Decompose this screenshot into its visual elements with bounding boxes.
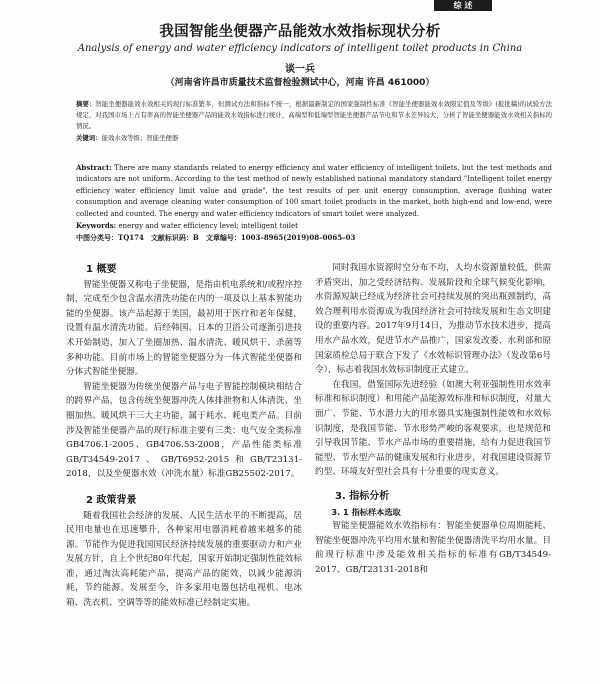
section2-heading: 2 政策背景 <box>86 494 137 506</box>
section3-paragraph-1: 智能坐便器能效水效指标有：智能坐便器单位周期能耗、智能坐便器冲洗平均用水量和智能坐便器清洗平均用水量。目前现行标准中涉及能效相关指标的标准有GB/T34549-2017、GB/T23131-2018和 <box>315 521 551 575</box>
english-title: Analysis of energy and water efficiency indicators of intelligent toilet products in China <box>77 43 523 54</box>
section1-paragraph-1: 智能坐便器又称电子坐便器，是指由机电系统和/或程序控制，完成至少包含温水清洗功能在内的一项及以上基本智能功能的坐便器。该产品起源于美国，最初用于医疗和老年保健，设置有温水清洗功能。后经韩国、日本的卫浴公司逐渐引进技术开始制造，加入了坐圈加热、温水清洗、暖风烘干、杀菌等多种功能。目前市场上的智能坐便器分为一体式智能坐便器和分体式智能坐便器。 <box>66 279 302 378</box>
keywords-cn-label: 关键词： <box>76 134 102 143</box>
keywords-en-text: energy and water efficiency level; intelligent toilet <box>118 222 298 231</box>
section2-paragraph-2: 同时我国水资源时空分布不均，人均水资源量较低，供需矛盾突出，加之受经济结构、发展阶段和全球气候变化影响，水资源短缺已经成为经济社会可持续发展的突出瓶颈制约，高效合理利用水资源成为我国经济社会可持续发展和生态文明建设的重要内容。2017年9月14日，为推动节水技术进步，提高用水产品水效，促进节水产品推广，国家发改委、水利部和原国家质检总局于联合下发了《水效标识管理办法》（发改第6号令），标志着我国水效标识制度正式建立。 <box>315 263 551 376</box>
abstract-en-text: There are many standards related to energy efficiency and water efficiency of intelligent toilets, but the test methods and indicators are not uniform. According to the test method of newly established national mandatory standard "Intelligent toilet energy efficiency water efficiency limit value and grade", the test results of per unit energy consumption, average flushing water consumption and average cleaning water consumption of 100 smart toilet products in the market, both high-end and low-end, were collected and counted. The energy and water efficiency indicators of smart toilet were analyzed. <box>76 164 552 218</box>
keywords-en-label: Keywords: <box>76 221 117 231</box>
author: 谈一兵 <box>285 64 315 75</box>
section1-heading: 1 概要 <box>86 264 117 275</box>
section2-paragraph-3: 在我国，借鉴国际先进经验（如澳大利亚强制性用水效率标准和标识制度）和用能产品能源效标准和标识制度，对量大面广、节能、节水潜力大的用水器具实施强制性能效和水效标识制度，是我国节能、节水形势严峻的客观要求，也是规范和引导我国节能、节水产品市场的重要措施，给有力促进我国节能型、节水型产品的健康发展和行业进步，对我国建设资源节约型、环境友好型社会具有十分重要的现实意义。 <box>315 379 551 478</box>
abstract-cn-text: 智能坐便器能效水效相关的现行标准繁多，但测试方法和指标不统一，根据最新制定的国家强制性标准《智能坐便器能效水效限定值及等级》(报批稿)的试验方法规定，对我国市场上占有率高的智能坐便器产品的能效水效指标进行统计，高端型和低端型智能坐便器产品节电和节水差异较大，分析了智能坐便器能效水效相关指标的情况。 <box>76 100 553 130</box>
left-column <box>66 263 302 611</box>
section1-paragraph-2: 智能坐便器为传统坐便器产品与电子智能控制模块相结合的跨界产品，包含传统坐便器冲洗人体排泄物和人体清洗、坐圈加热、暖风烘干三大主功能，属于耗水、耗电类产品。目前涉及智能坐便器产品的现行标准主要有三类：电气安全类标准GB4706.1-2005、GB4706.53-2008，产品性能类标准GB/T34549-2017、GB/T6952-2015和GB/T23131-2018，以及坐便器水效（冲洗水量）标准GB25502-2017。 <box>66 381 302 480</box>
section2-paragraph-1: 随着我国社会经济的发展、人民生活水平的不断提高，居民用电量也在迅速攀升，各种家用电器消耗着越来越多的能源。节能作为促进我国国民经济持续发展的重要驱动力和产业发展方针，自上个世纪80年代起，国家开始制定强制性能效标准，通过淘汰高耗能产品，提高产品的能效，以减少能源消耗，节约能源。发展至今，许多家用电器包括电视机、电冰箱、洗衣机、空调等等的能效标准已经制定实施。 <box>66 510 302 609</box>
subsection-3-1-heading: 3. 1 指标样本选取 <box>331 506 401 517</box>
right-column <box>315 261 551 577</box>
chinese-abstract <box>76 99 552 144</box>
classification-line: 中图分类号：TQ174 文献标识码：B 文章编号：1003–8965(2019)08–0065–03 <box>76 233 356 243</box>
keywords-cn-text: 能效水效等级；智能坐便器 <box>101 134 179 143</box>
section3-heading: 3. 指标分析 <box>335 490 390 502</box>
english-abstract <box>76 162 552 244</box>
abstract-en-label: Abstract: <box>76 163 112 172</box>
section-tag: 综 述 <box>434 0 492 11</box>
abstract-cn-label: 摘要： <box>76 100 96 108</box>
affiliation: （河南省许昌市质量技术监督检验测试中心，河南 许昌 461000） <box>165 78 435 88</box>
paper-title: 我国智能坐便器产品能效水效指标现状分析 <box>159 24 441 40</box>
